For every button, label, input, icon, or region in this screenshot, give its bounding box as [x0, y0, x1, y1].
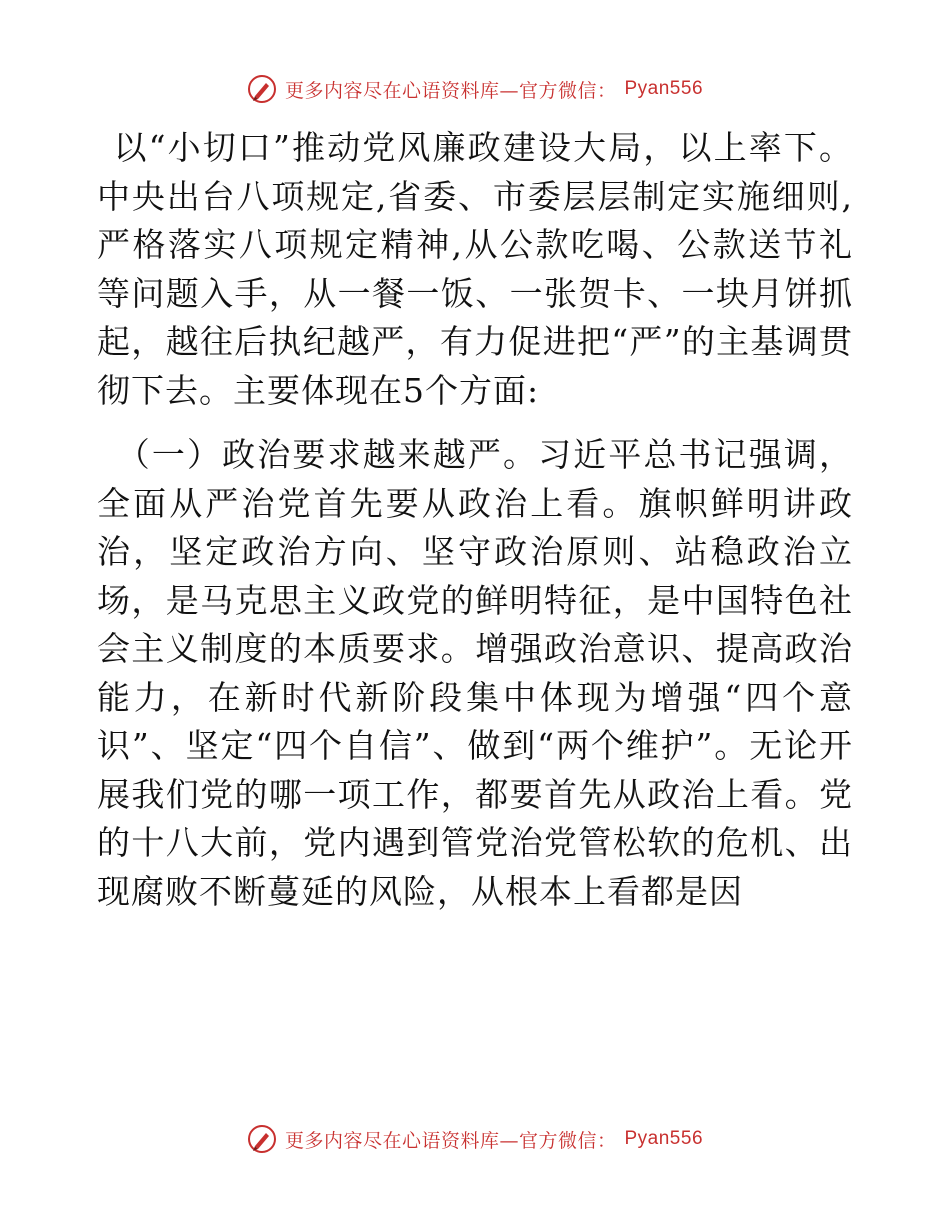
- watermark-text: 更多内容尽在心语资料库—官方微信：: [284, 79, 617, 102]
- paragraph-intro: 以“小切口”推动党风廉政建设大局，以上率下。中央出台八项规定,省委、市委层层制定实施细则,严格落实八项规定精神,从公款吃喝、公款送节礼等问题入手，从一餐一饭、一张贺卡、一块月饼抓起，越往后执纪越严，有力促进把“严”的主基调贯彻下去。主要体现在5个方面:: [97, 128, 853, 410]
- header-watermark: [0, 74, 950, 104]
- document-body: [97, 124, 853, 916]
- red-pen-logo-icon: [247, 1124, 277, 1154]
- watermark-text: 更多内容尽在心语资料库—官方微信：: [284, 1129, 617, 1152]
- watermark-wechat-id: Pyan556: [624, 1128, 704, 1149]
- watermark-wechat-id: Pyan556: [624, 78, 704, 99]
- footer-watermark: [0, 1124, 950, 1154]
- red-pen-logo-icon: [247, 74, 277, 104]
- paragraph-section-1: （一）政治要求越来越严。习近平总书记强调，全面从严治党首先要从政治上看。旗帜鲜明讲政治，坚定政治方向、坚守政治原则、站稳政治立场，是马克思主义政党的鲜明特征，是中国特色社会主义制度的本质要求。增强政治意识、提高政治能力，在新时代新阶段集中体现为增强“四个意识”、坚定“四个自信”、做到“两个维护”。无论开展我们党的哪一项工作，都要首先从政治上看。党的十八大前，党内遇到管党治党管松软的危机、出现腐败不断蔓延的风险，从根本上看都是因: [97, 435, 853, 911]
